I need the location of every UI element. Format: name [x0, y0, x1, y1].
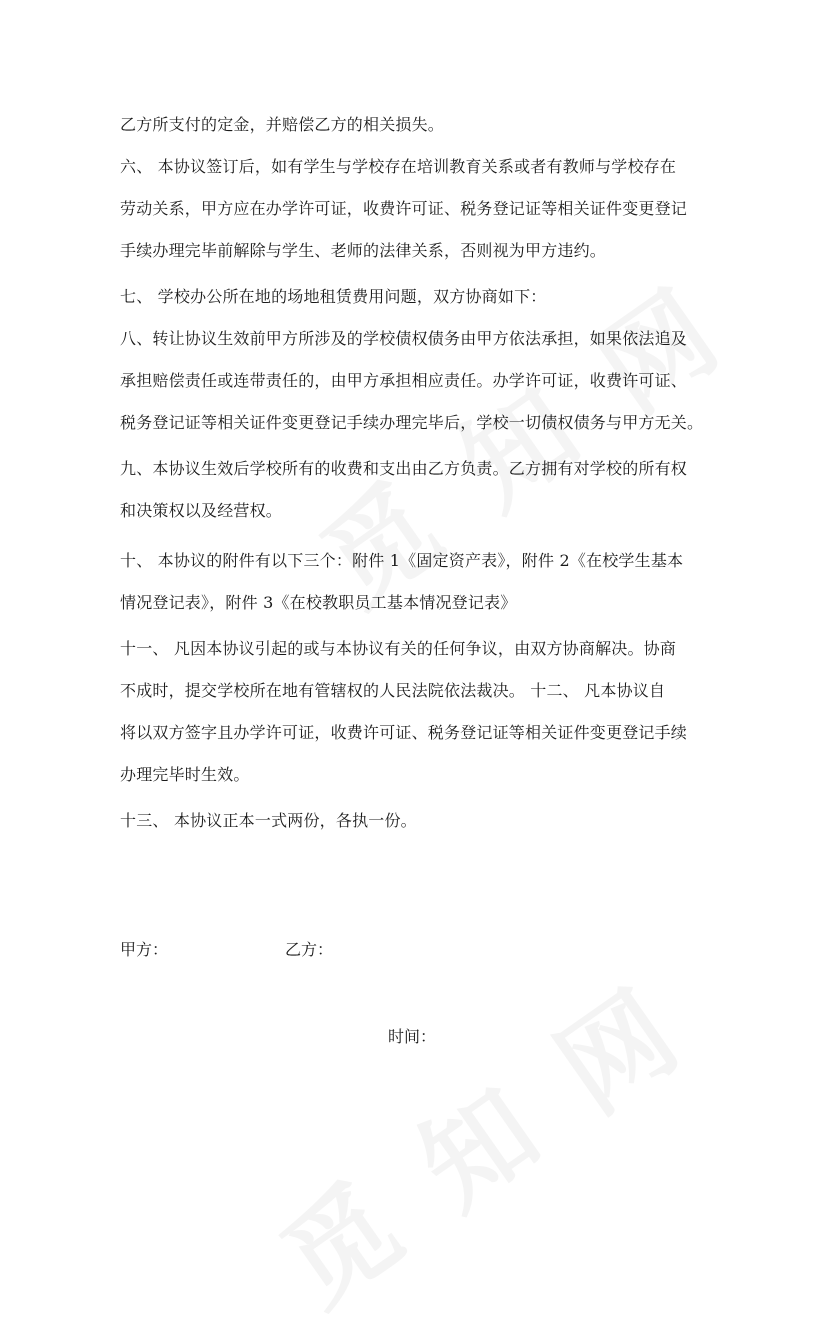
paragraph-clause-6 — [120, 146, 720, 272]
watermark-mark — [246, 943, 711, 1334]
signing-time-label: 时间： — [388, 1027, 437, 1046]
party-a-signature-label: 甲方： — [120, 940, 169, 959]
text-line: 劳动关系，甲方应在办学许可证，收费许可证、税务登记证等相关证件变更登记 — [120, 199, 688, 218]
party-b-signature-label: 乙方： — [285, 940, 334, 959]
paragraph-clause-11-12 — [120, 628, 720, 796]
paragraph-deposit-compensation — [120, 104, 720, 146]
text-line: 乙方所支付的定金，并赔偿乙方的相关损失。 — [120, 115, 445, 134]
paragraph-clause-13 — [120, 800, 720, 842]
text-line: 和决策权以及经营权。 — [120, 501, 283, 520]
text-line: 将以双方签字且办学许可证，收费许可证、税务登记证等相关证件变更登记手续 — [120, 723, 688, 742]
text-line: 情况登记表》，附件 3《在校教职员工基本情况登记表》 — [120, 593, 517, 612]
text-line: 七、 学校办公所在地的场地租赁费用问题，双方协商如下： — [120, 287, 547, 306]
text-line: 不成时，提交学校所在地有管辖权的人民法院依法裁决。 十二、 凡本协议自 — [120, 681, 666, 700]
text-line: 承担赔偿责任或连带责任的，由甲方承担相应责任。办学许可证，收费许可证、 — [120, 371, 688, 390]
text-line: 十一、 凡因本协议引起的或与本协议有关的任何争议，由双方协商解决。协商 — [120, 639, 677, 658]
paragraph-clause-8 — [120, 318, 720, 444]
text-line: 十、 本协议的附件有以下三个：附件 1《固定资产表》，附件 2《在校学生基本 — [120, 551, 684, 570]
text-line: 税务登记证等相关证件变更登记手续办理完毕后，学校一切债权债务与甲方无关。 — [120, 413, 704, 432]
paragraph-clause-7 — [120, 276, 720, 318]
text-line: 办理完毕时生效。 — [120, 765, 250, 784]
text-line: 九、本协议生效后学校所有的收费和支出由乙方负责。乙方拥有对学校的所有权 — [120, 459, 688, 478]
text-line: 十三、 本协议正本一式两份，各执一份。 — [120, 811, 417, 830]
text-line: 六、 本协议签订后，如有学生与学校存在培训教育关系或者有教师与学校存在 — [120, 157, 677, 176]
text-line: 八、转让协议生效前甲方所涉及的学校债权债务由甲方依法承担，如果依法追及 — [120, 329, 688, 348]
paragraph-clause-10 — [120, 540, 720, 624]
text-line: 手续办理完毕前解除与学生、老师的法律关系，否则视为甲方违约。 — [120, 241, 607, 260]
paragraph-clause-9 — [120, 448, 720, 532]
